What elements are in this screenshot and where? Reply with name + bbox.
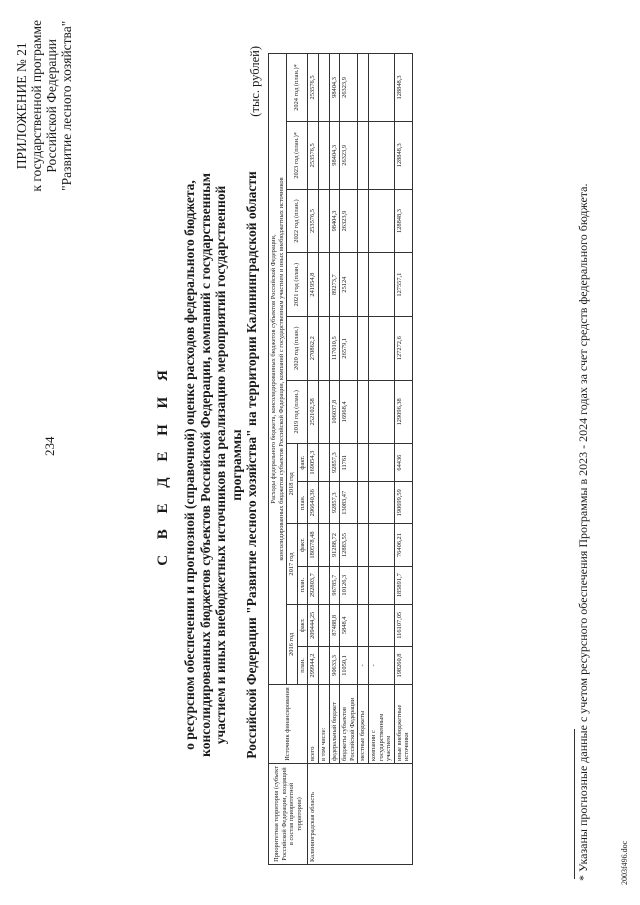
page-number: 234 xyxy=(42,436,57,456)
value-cell: 209444,25 xyxy=(308,604,319,646)
header-expenses xyxy=(269,54,287,685)
value-cell: 253576,5 xyxy=(308,54,319,122)
expenses-table xyxy=(268,53,413,865)
value-cell: 117010,5 xyxy=(329,316,340,380)
header-2016-fact: факт. xyxy=(297,604,308,646)
header-year-2018: 2018 год xyxy=(287,444,298,524)
table-row xyxy=(368,54,394,865)
value-cell: 127272,6 xyxy=(394,316,412,380)
source-cell: федеральный бюджет xyxy=(329,685,340,764)
value-cell xyxy=(318,444,329,482)
table-row xyxy=(394,54,412,865)
value-cell xyxy=(368,380,394,444)
document-title: С В Е Д Е Н И Я xyxy=(155,364,171,566)
value-cell: - xyxy=(358,646,369,684)
value-cell xyxy=(368,482,394,524)
value-cell: 128848,3 xyxy=(394,189,412,253)
value-cell: 90633,3 xyxy=(329,646,340,684)
footnote: * Указаны прогнозные данные с учетом ресурсного обеспечения Программы в 2023 - 2024 годах за счет средств федерального бюджета. xyxy=(576,183,590,881)
value-cell: 26323,9 xyxy=(340,121,358,189)
document-subtitle-line-1: о ресурсном обеспечении и прогнозной (справочной) оценке расходов федерального бюджета, xyxy=(182,180,197,750)
value-cell: 26323,9 xyxy=(340,189,358,253)
value-cell: 5848,4 xyxy=(340,604,358,646)
value-cell xyxy=(358,604,369,646)
value-cell: 92857,3 xyxy=(329,482,340,524)
value-cell: 252102,58 xyxy=(308,380,319,444)
header-expenses-line-2: консолидированных бюджетов субъектов Российской Федерации, компаний с государственным участием и иных внебюджетных источников xyxy=(277,177,285,561)
value-cell: 98404,3 xyxy=(329,121,340,189)
value-cell: 96785,7 xyxy=(329,566,340,604)
value-cell xyxy=(368,54,394,122)
value-cell xyxy=(318,646,329,684)
value-cell: 185891,7 xyxy=(394,566,412,604)
source-cell: бюджеты субъектов Российской Федерации xyxy=(340,685,358,764)
source-cell: в том числе: xyxy=(318,685,329,764)
value-cell: 98404,3 xyxy=(329,189,340,253)
header-year-2023: 2023 год (план.)* xyxy=(287,121,308,189)
value-cell: 91288,72 xyxy=(329,524,340,566)
value-cell: 292803,7 xyxy=(308,566,319,604)
value-cell: 98404,3 xyxy=(329,54,340,122)
value-cell: 13083,47 xyxy=(340,482,358,524)
value-cell: 76406,21 xyxy=(394,524,412,566)
value-cell xyxy=(358,121,369,189)
value-cell xyxy=(318,524,329,566)
value-cell: 26579,1 xyxy=(340,316,358,380)
value-cell: 253576,5 xyxy=(308,121,319,189)
value-cell xyxy=(358,524,369,566)
table-row xyxy=(358,54,369,865)
table-row xyxy=(318,54,329,865)
value-cell xyxy=(358,566,369,604)
value-cell xyxy=(368,253,394,317)
header-year-2024: 2024 год (план.)* xyxy=(287,54,308,122)
value-cell: 299944,2 xyxy=(308,646,319,684)
header-year-2022: 2022 год (план.) xyxy=(287,189,308,253)
value-cell xyxy=(368,189,394,253)
value-cell: 25124 xyxy=(340,253,358,317)
value-cell: 190699,59 xyxy=(394,482,412,524)
source-cell: компании с государственным участием xyxy=(368,685,394,764)
value-cell xyxy=(358,316,369,380)
document-file-id: 2003f496.doc xyxy=(620,840,629,885)
value-cell: 128848,3 xyxy=(394,121,412,189)
document-subtitle-line-4: Российской Федерации "Развитие лесного хозяйства" на территории Калининградской области xyxy=(244,171,259,759)
table-row xyxy=(329,54,340,865)
appendix-program-name: "Развитие лесного хозяйства" xyxy=(59,20,74,191)
source-cell: иные внебюджетные источники xyxy=(394,685,412,764)
header-2018-fact: факт. xyxy=(297,444,308,482)
header-year-2019: 2019 год (план.) xyxy=(287,380,308,444)
value-cell: 26323,9 xyxy=(340,54,358,122)
value-cell: 180578,48 xyxy=(308,524,319,566)
header-2016-plan: план. xyxy=(297,646,308,684)
value-cell: 64436 xyxy=(394,444,412,482)
value-cell: 106037,8 xyxy=(329,380,340,444)
header-expenses-line-1: Расходы федерального бюджета, консолидированных бюджетов субъектов Российской Федерации, xyxy=(270,234,277,504)
value-cell: 12883,55 xyxy=(340,524,358,566)
table-row xyxy=(308,54,319,865)
value-cell xyxy=(358,444,369,482)
header-year-2021: 2021 год (план.) xyxy=(287,253,308,317)
value-cell: 16968,4 xyxy=(340,380,358,444)
value-cell xyxy=(368,524,394,566)
value-cell xyxy=(318,566,329,604)
value-cell: 129096,38 xyxy=(394,380,412,444)
appendix-program: к государственной программе xyxy=(29,20,44,192)
value-cell xyxy=(318,380,329,444)
footnote-divider xyxy=(574,729,575,879)
table-row xyxy=(340,54,358,865)
source-cell: всего xyxy=(308,685,319,764)
header-2018-plan: план. xyxy=(297,482,308,524)
value-cell xyxy=(368,566,394,604)
header-2017-plan: план. xyxy=(297,566,308,604)
value-cell xyxy=(318,482,329,524)
value-cell xyxy=(318,54,329,122)
document-subtitle-line-2: консолидированных бюджетов субъектов Российской Федерации, компаний с государственным xyxy=(197,173,213,757)
value-cell xyxy=(358,189,369,253)
value-cell: 270862,2 xyxy=(308,316,319,380)
header-year-2016: 2016 год xyxy=(287,604,298,684)
appendix-number: ПРИЛОЖЕНИЕ № 21 xyxy=(14,42,29,170)
value-cell: 11050,1 xyxy=(340,646,358,684)
value-cell: 11761 xyxy=(340,444,358,482)
header-territory: Приоритетная территория (субъект Российской Федерации, входящий в состав приоритетной территории) xyxy=(269,764,308,865)
value-cell xyxy=(318,253,329,317)
value-cell: 169054,3 xyxy=(308,444,319,482)
appendix-block xyxy=(14,20,74,192)
value-cell xyxy=(318,189,329,253)
value-cell: 10126,3 xyxy=(340,566,358,604)
document-heading xyxy=(154,155,260,775)
table-header-row xyxy=(269,54,287,865)
units-label: (тыс. рублей) xyxy=(248,46,262,117)
value-cell: 253576,5 xyxy=(308,189,319,253)
appendix-country: Российской Федерации xyxy=(44,38,59,173)
value-cell xyxy=(368,121,394,189)
value-cell xyxy=(358,482,369,524)
value-cell xyxy=(358,253,369,317)
value-cell xyxy=(318,121,329,189)
value-cell xyxy=(358,54,369,122)
value-cell xyxy=(318,604,329,646)
value-cell: 89273,7 xyxy=(329,253,340,317)
value-cell: 198260,8 xyxy=(394,646,412,684)
source-cell: местные бюджеты xyxy=(358,685,369,764)
value-cell: - xyxy=(368,646,394,684)
value-cell: 87488,8 xyxy=(329,604,340,646)
value-cell: 127557,1 xyxy=(394,253,412,317)
value-cell xyxy=(368,444,394,482)
header-source: Источник финансирования xyxy=(269,685,308,764)
header-year-2020: 2020 год (план.) xyxy=(287,316,308,380)
value-cell xyxy=(318,316,329,380)
document-subtitle-line-3: участием и иных внебюджетных источников на реализацию мероприятий государственной программы xyxy=(213,185,244,745)
value-cell xyxy=(358,380,369,444)
header-2017-fact: факт. xyxy=(297,524,308,566)
value-cell xyxy=(368,316,394,380)
value-cell: 116107,05 xyxy=(394,604,412,646)
territory-cell: Калининградская область xyxy=(308,764,413,865)
value-cell: 241954,8 xyxy=(308,253,319,317)
header-year-2017: 2017 год xyxy=(287,524,298,604)
value-cell xyxy=(368,604,394,646)
value-cell: 296640,36 xyxy=(308,482,319,524)
value-cell: 92857,3 xyxy=(329,444,340,482)
value-cell: 128848,3 xyxy=(394,54,412,122)
